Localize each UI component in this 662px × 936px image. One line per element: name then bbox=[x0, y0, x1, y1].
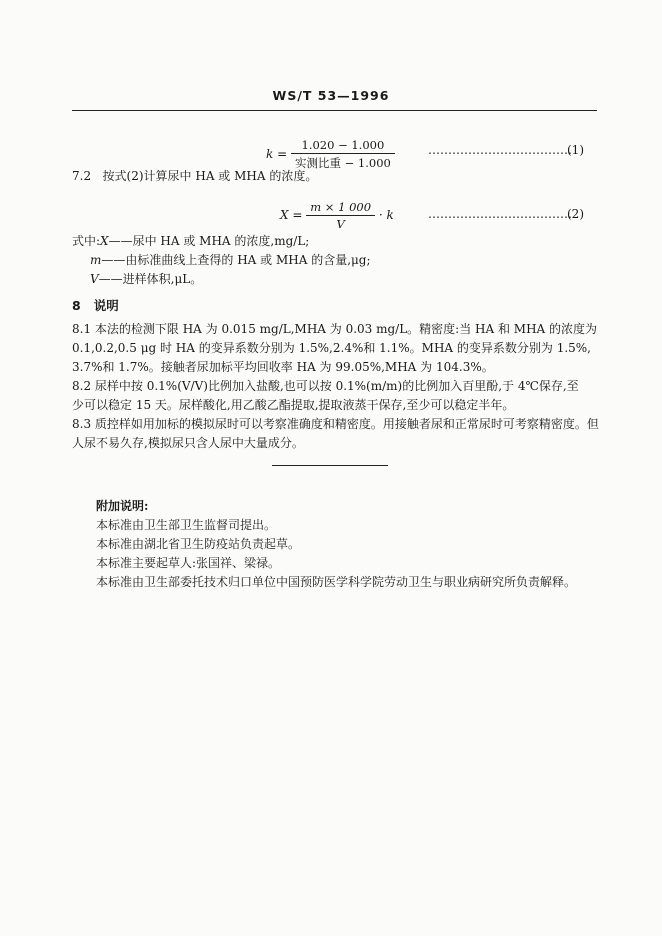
formula-2-leader: ……………………………… bbox=[428, 207, 572, 221]
where-line-2 bbox=[90, 251, 371, 270]
section-8-1-line-2: 0.1,0.2,0.5 μg 时 HA 的变异系数分别为 1.5%,2.4%和 1.1%。MHA 的变异系数分别为 1.5%, bbox=[72, 341, 592, 355]
appendix-line-2: 本标准由湖北省卫生防疫站负责起草。 bbox=[96, 537, 301, 551]
section-7-2-text: 按式(2)计算尿中 HA 或 MHA 的浓度。 bbox=[102, 169, 318, 183]
section-8-3-line-2: 人尿不易久存,模拟尿只含人尿中大量成分。 bbox=[72, 436, 304, 450]
formula-2-numerator: m × 1 000 bbox=[306, 200, 375, 216]
section-8-2-line-1: 8.2 尿样中按 0.1%(V/V)比例加入盐酸,也可以按 0.1%(m/m)的比例加入百里酚,于 4℃保存,至 bbox=[72, 379, 579, 393]
appendix-line-1: 本标准由卫生部卫生监督司提出。 bbox=[96, 518, 277, 532]
where-text-v: ——进样体积,μL。 bbox=[98, 272, 203, 286]
header-rule bbox=[72, 110, 597, 111]
section-8-2-line-2: 少可以稳定 15 天。尿样酸化,用乙酸乙酯提取,提取液蒸干保存,至少可以稳定半年。 bbox=[72, 398, 515, 412]
formula-2-denominator: V bbox=[336, 217, 345, 231]
appendix-title: 附加说明: bbox=[96, 499, 149, 513]
where-text-x: ——尿中 HA 或 MHA 的浓度,mg/L; bbox=[108, 234, 310, 248]
appendix-line-4: 本标准由卫生部委托技术归口单位中国预防医学科学院劳动卫生与职业病研究所负责解释。 bbox=[96, 575, 577, 589]
formula-1-lhs: k = bbox=[266, 147, 288, 161]
formula-2-lhs: X = bbox=[280, 208, 303, 222]
where-var-x: X bbox=[100, 234, 109, 248]
formula-1-denominator: 实测比重 − 1.000 bbox=[294, 156, 391, 170]
formula-2 bbox=[280, 200, 394, 231]
section-8-title: 说明 bbox=[93, 298, 119, 313]
section-7-2 bbox=[72, 167, 317, 186]
section-separator bbox=[272, 465, 388, 466]
formula-2-number: (2) bbox=[567, 207, 584, 221]
formula-1-leader: ……………………………… bbox=[428, 143, 572, 157]
where-text-m: ——由标准曲线上查得的 HA 或 MHA 的含量,μg; bbox=[101, 253, 371, 267]
section-8-3-line-1: 8.3 质控样如用加标的模拟尿时可以考察准确度和精密度。用接触者尿和正常尿时可考察精密度。但 bbox=[72, 417, 599, 431]
appendix-line-3: 本标准主要起草人:张国祥、梁禄。 bbox=[96, 556, 281, 570]
where-line-1 bbox=[72, 232, 309, 251]
where-var-v: V bbox=[90, 272, 99, 286]
formula-1-numerator: 1.020 − 1.000 bbox=[291, 138, 395, 154]
section-8-1-line-3: 3.7%和 1.7%。接触者尿加标平均回收率 HA 为 99.05%,MHA 为 104.3%。 bbox=[72, 360, 494, 374]
section-8-number: 8 bbox=[72, 298, 81, 313]
formula-2-fraction bbox=[306, 200, 375, 231]
where-line-3 bbox=[90, 270, 202, 289]
formula-1-number: (1) bbox=[567, 143, 584, 157]
formula-2-tail: · k bbox=[378, 208, 394, 222]
section-8-1-line-1: 8.1 本法的检测下限 HA 为 0.015 mg/L,MHA 为 0.03 mg/L。精密度:当 HA 和 MHA 的浓度为 bbox=[72, 322, 598, 336]
document-code: WS/T 53—1996 bbox=[272, 88, 390, 103]
section-8-heading bbox=[72, 296, 119, 314]
where-prefix: 式中: bbox=[72, 234, 101, 248]
section-7-2-number: 7.2 bbox=[72, 169, 92, 183]
where-var-m: m bbox=[90, 253, 102, 267]
